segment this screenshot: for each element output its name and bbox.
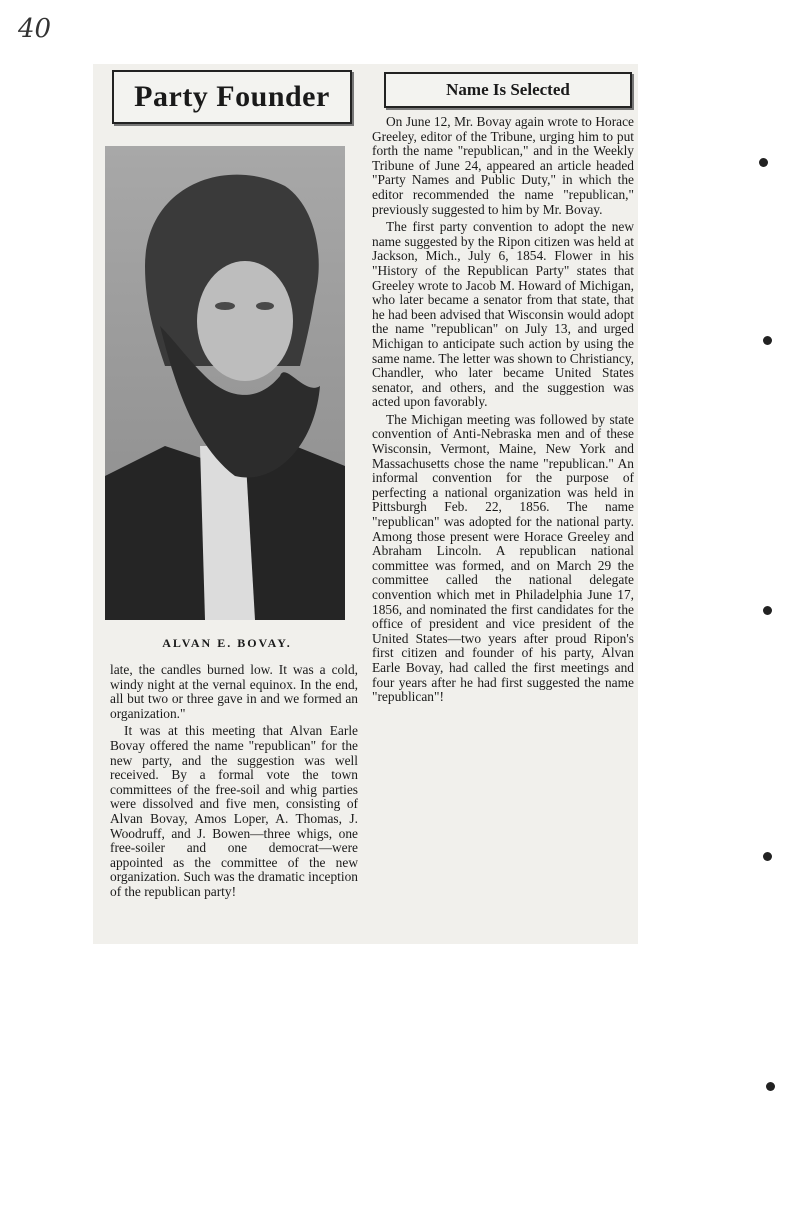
binder-hole-mark-icon (759, 158, 768, 167)
handwritten-page-number: 40 (18, 14, 52, 44)
left-paragraph-2: It was at this meeting that Alvan Earle Bovay offered the name "republican" for the new party, and the suggestion was well received. By a formal vote the town committees of the free-soil and whig parties were dissolved and five men, consisting of Alvan Bovay, Amos Loper, A. Thomas, J. Woodruff, and J. Bowen—three whigs, one free-soiler and one democrat—were appointed as the committee of the new organization. Such was the dramatic inception of the republican party! (110, 723, 358, 899)
subheadline-box (384, 72, 632, 108)
portrait-illustration (105, 146, 345, 620)
right-paragraph-1: On June 12, Mr. Bovay again wrote to Horace Greeley, editor of the Tribune, urging him to put forth the name "republican," and in the Weekly Tribune of June 24, appeared an article headed "Party Names and Public Duty," in which the editor recommended the name "republican," previously suggested to him by Mr. Bovay. (372, 114, 634, 217)
left-column-text (110, 663, 358, 903)
binder-hole-mark-icon (766, 1082, 775, 1091)
binder-hole-mark-icon (763, 852, 772, 861)
binder-hole-mark-icon (763, 606, 772, 615)
photo-caption: ALVAN E. BOVAY. (162, 636, 292, 650)
subheadline: Name Is Selected (446, 80, 570, 99)
right-paragraph-2: The first party convention to adopt the new name suggested by the Ripon citizen was held at Jackson, Mich., July 6, 1854. Flower in his "History of the Republican Party" states that Greeley wrote to Jacob M. Howard of Michigan, who later became a senator from that state, that he had been advised that Wisconsin would adopt the name "republican" on July 13, and urged Michigan to anticipate such action by using the same name. The letter was shown to Christiancy, Chandler, who later became United States senator, and others, and the suggestion was acted upon favorably. (372, 219, 634, 410)
left-paragraph-1: late, the candles burned low. It was a cold, windy night at the vernal equinox. In the end, all but two or three gave in and we formed an organization." (110, 662, 358, 721)
right-column-text (372, 115, 634, 708)
headline-box (112, 70, 352, 124)
right-paragraph-3: The Michigan meeting was followed by state convention of Anti-Nebraska men and of these Wisconsin, Vermont, Maine, New York and Massachusetts chose the name "republican." An informal convention for the purpose of perfecting a national organization was held in Pittsburgh Feb. 22, 1856. The name "republican" was adopted for the national party. Among those present were Horace Greeley and Abraham Lincoln. A republican national committee was formed, and on March 29 the committee called the national delegate convention which met in Philadelphia June 17, 1856, and nominated the first candidates for the office of president and vice president of the United States—two years after proud Ripon's first citizen and founder of his party, Alvan Earle Bovay, had called the first meetings and four years after he had first suggested the name "republican"! (372, 411, 634, 705)
portrait-photo (105, 146, 345, 620)
binder-hole-mark-icon (763, 336, 772, 345)
headline: Party Founder (134, 80, 330, 113)
